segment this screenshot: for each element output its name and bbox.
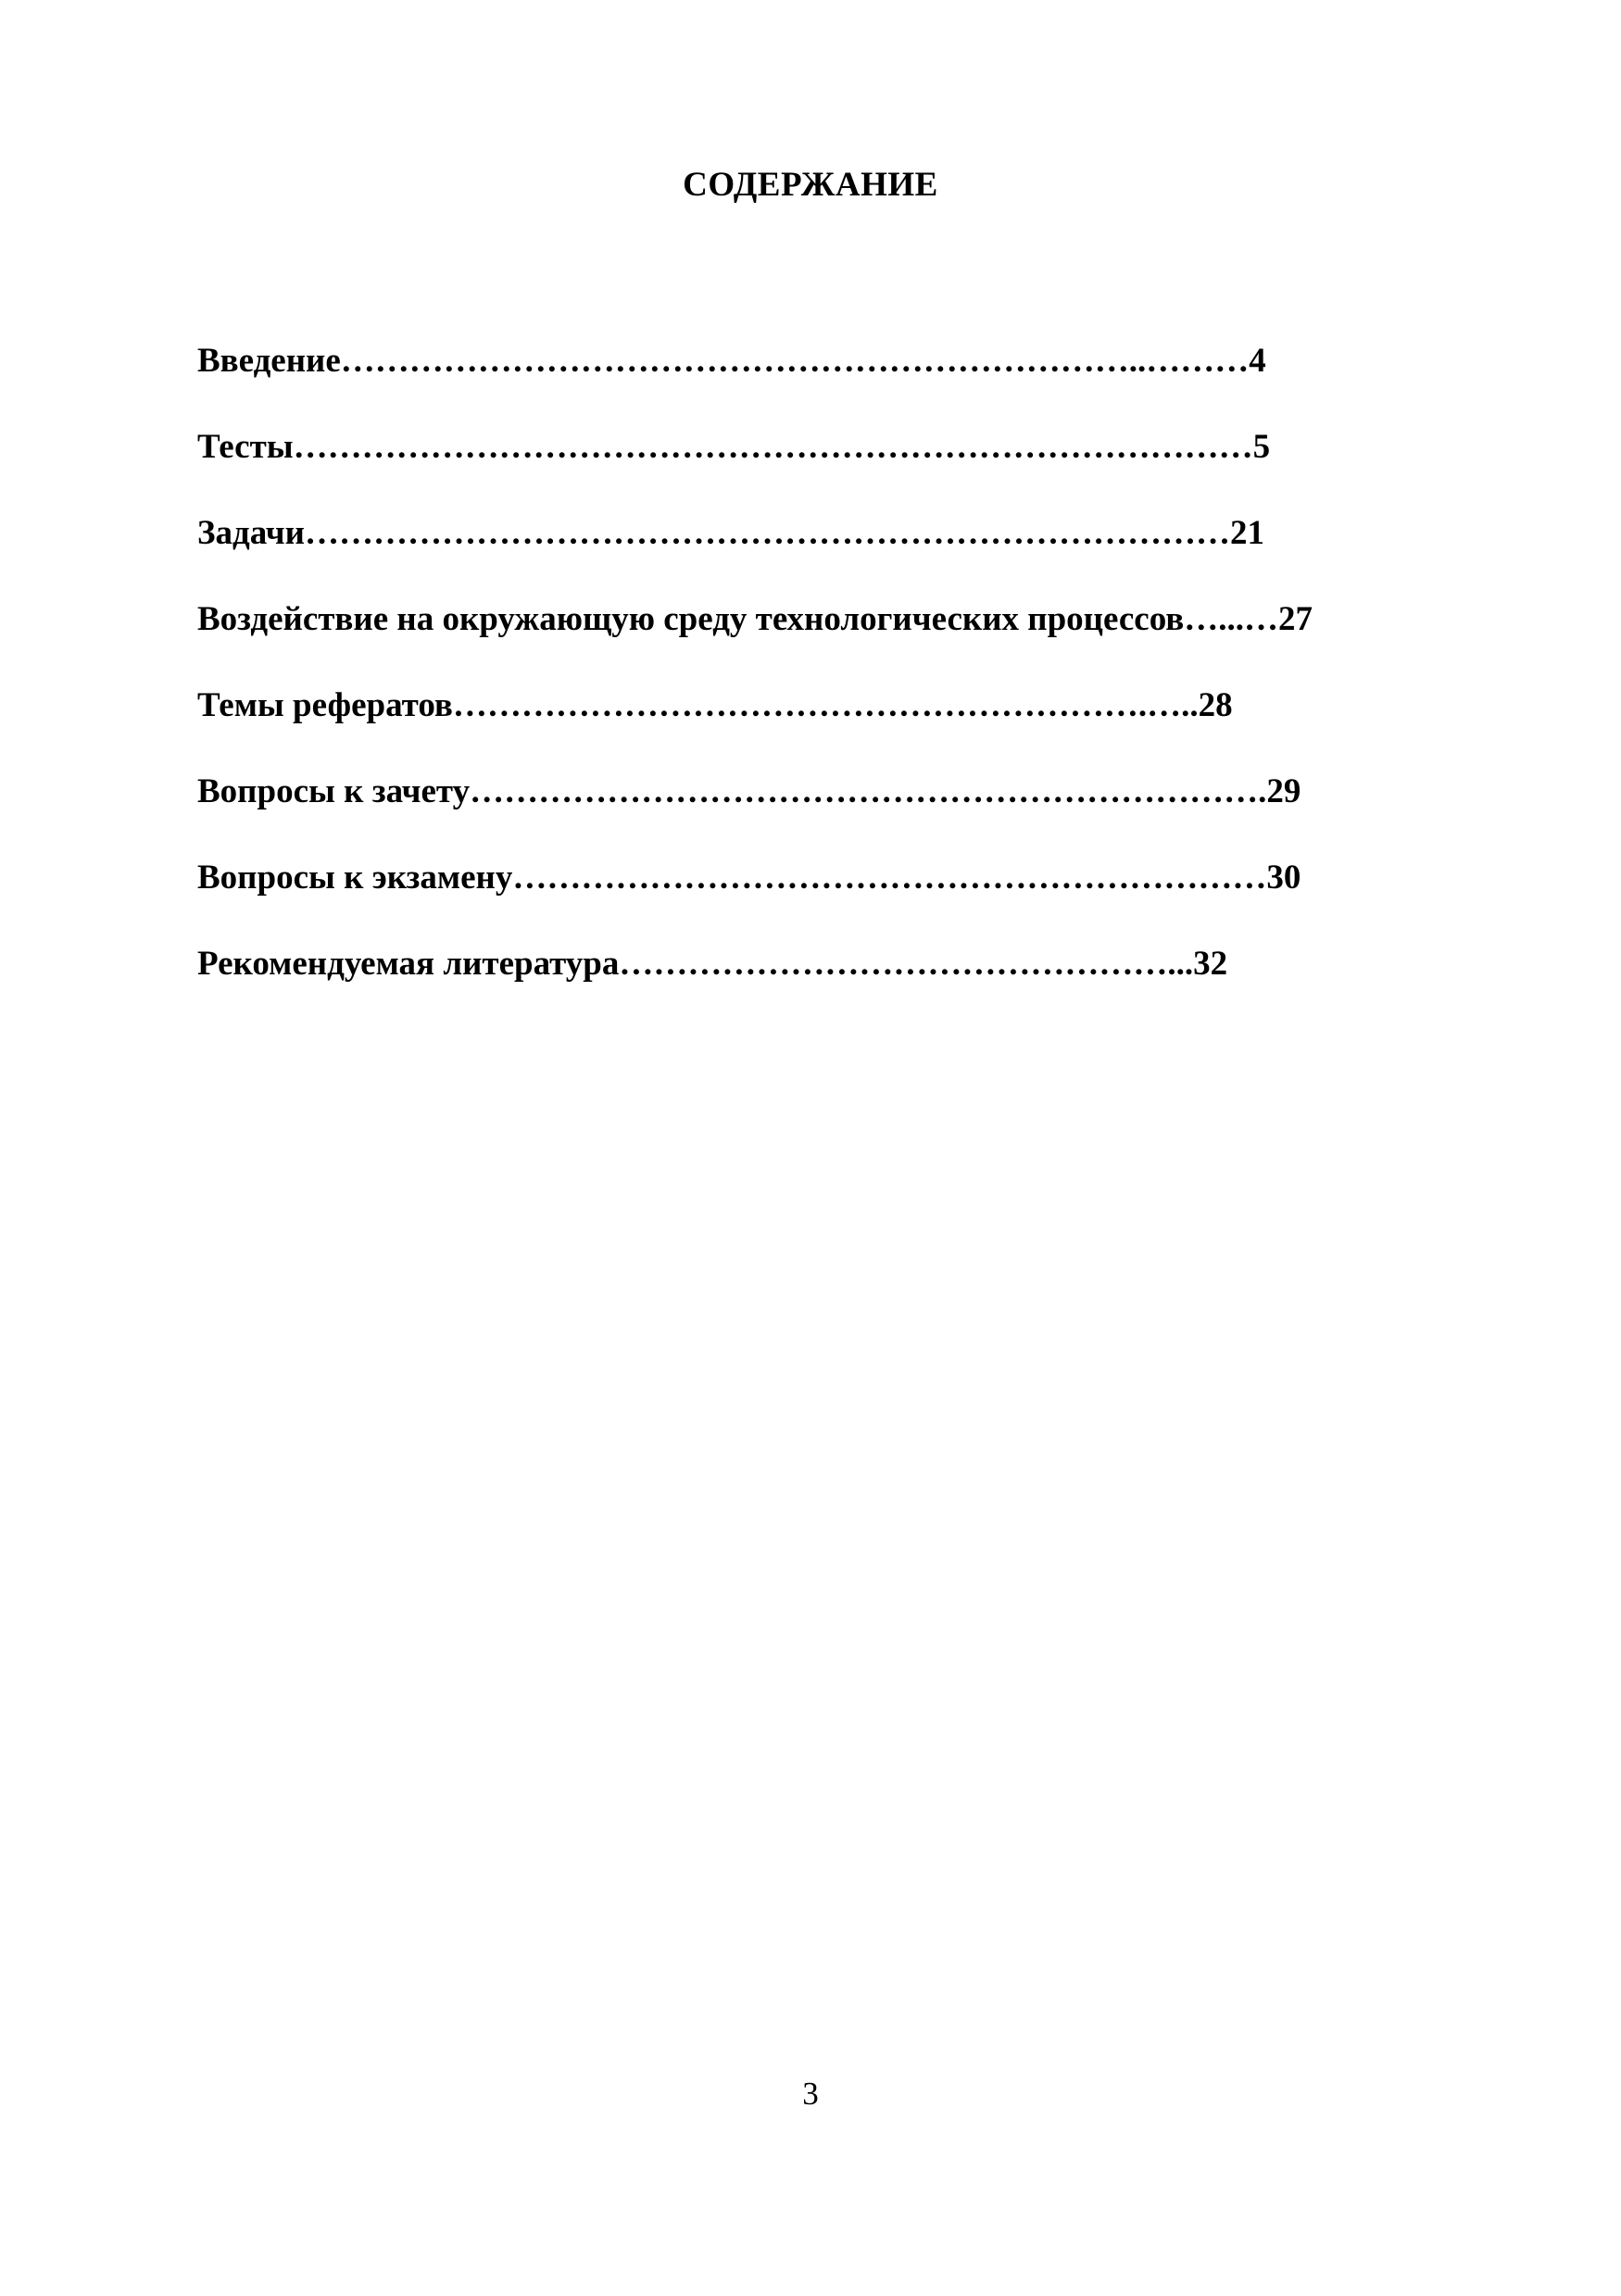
toc-entry-credit-questions[interactable]	[197, 770, 1427, 856]
toc-entry-tests[interactable]	[197, 425, 1427, 511]
toc-entry-text: Задачи………………………………………………………………………21	[197, 514, 1264, 552]
table-of-contents	[197, 339, 1427, 1028]
toc-entry-environmental-impact[interactable]	[197, 597, 1427, 684]
toc-entry-exam-questions[interactable]	[197, 856, 1427, 942]
toc-entry-text: Тесты…………………………………………………………………………5	[197, 428, 1271, 466]
toc-entry-text: Темы рефератов…………………………………………………….…..28	[197, 686, 1233, 724]
page-title: СОДЕРЖАНИЕ	[683, 166, 938, 204]
toc-entry-text: Рекомендуемая литература…………………………………………...32	[197, 945, 1228, 983]
toc-entry-text: Вопросы к зачету…………………………………………………………….29	[197, 772, 1301, 810]
toc-entry-problems[interactable]	[197, 511, 1427, 597]
toc-entry-text: Вопросы к экзамену…………………………………………………………30	[197, 859, 1301, 897]
page-number: 3	[802, 2076, 819, 2112]
toc-entry-recommended-literature[interactable]	[197, 942, 1427, 1028]
toc-entry-text: Введение……………………………………………………………..………4	[197, 342, 1266, 380]
toc-entry-text: Воздействие на окружающую среду технологических процессов…...…27	[197, 600, 1313, 638]
toc-entry-introduction[interactable]	[197, 339, 1427, 425]
toc-entry-essay-topics[interactable]	[197, 684, 1427, 770]
